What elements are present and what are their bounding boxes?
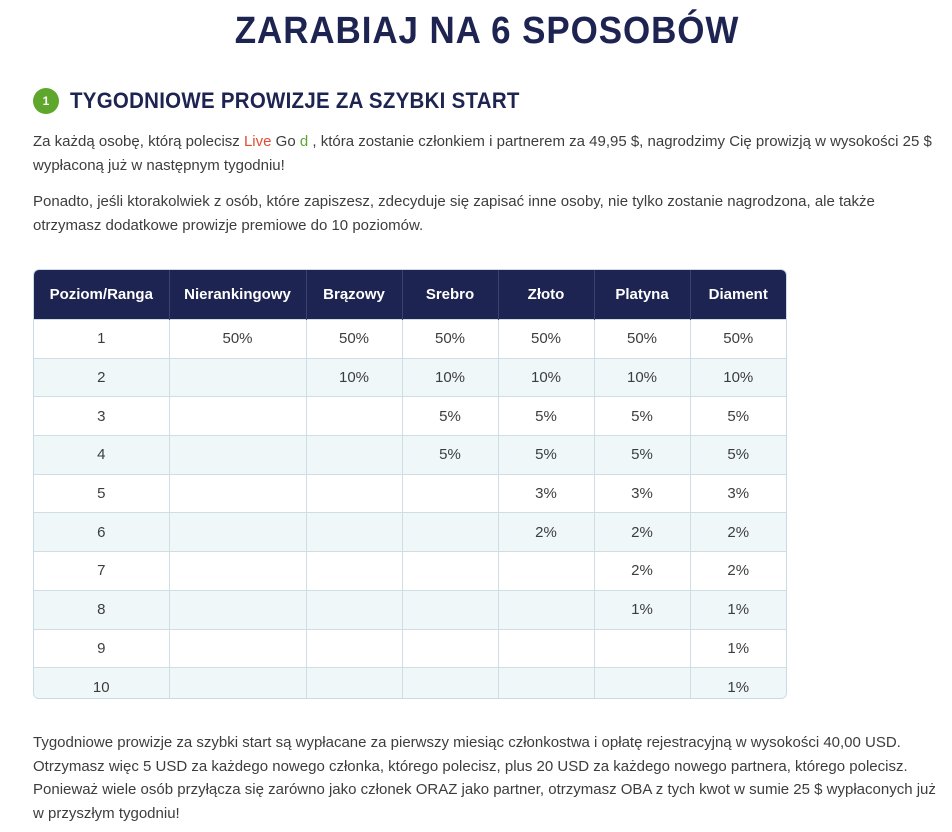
summary-paragraph: Tygodniowe prowizje za szybki start są wypłacane za pierwszy miesiąc członkostwa i opłatę rejestracyjną w wysokości 40,00 USD. Otrzymasz więc 5 USD za każdego nowego członka, którego polecisz, plus 20 USD za każdego nowego partnera, którego polecisz. Ponieważ wiele osób przyłącza się zarówno jako członek ORAZ jako partner, otrzymasz OBA z tych kwot w sumie 25 $ wypłaconych już w przyszłym tygodniu!	[33, 734, 936, 822]
commission-cell	[169, 358, 306, 397]
commission-cell: 5%	[690, 397, 786, 436]
commission-cell: 10%	[306, 358, 402, 397]
level-cell: 10	[34, 668, 169, 699]
level-cell: 2	[34, 358, 169, 397]
commission-cell: 2%	[498, 513, 594, 552]
column-header: Srebro	[402, 270, 498, 320]
level-cell: 4	[34, 436, 169, 475]
commission-cell	[402, 474, 498, 513]
commission-cell	[402, 552, 498, 591]
commission-cell	[169, 590, 306, 629]
commission-cell	[306, 668, 402, 699]
level-cell: 5	[34, 474, 169, 513]
commission-cell	[594, 668, 690, 699]
commission-cell: 10%	[402, 358, 498, 397]
table-row	[34, 629, 786, 668]
commission-cell	[402, 629, 498, 668]
commission-cell: 50%	[306, 320, 402, 359]
level-cell: 6	[34, 513, 169, 552]
brand-d-text: d	[299, 133, 309, 150]
commission-cell: 5%	[402, 397, 498, 436]
commission-cell	[402, 590, 498, 629]
level-cell: 1	[34, 320, 169, 359]
commission-cell: 2%	[594, 513, 690, 552]
brand-go-text: Go	[271, 133, 300, 150]
commission-cell	[306, 629, 402, 668]
commission-cell: 10%	[594, 358, 690, 397]
commission-cell: 1%	[690, 668, 786, 699]
intro-text-after: , która zostanie członkiem i partnerem za 49,95 $, nagrodzimy Cię prowizją w wysokości 25 $ wypłaconą już w następnym tygodniu!	[33, 133, 932, 174]
commission-cell: 10%	[498, 358, 594, 397]
commission-cell: 50%	[402, 320, 498, 359]
commission-cell: 3%	[594, 474, 690, 513]
table-row	[34, 397, 786, 436]
commission-table	[33, 269, 787, 699]
commission-cell	[306, 590, 402, 629]
level-cell: 3	[34, 397, 169, 436]
commission-cell: 5%	[594, 436, 690, 475]
commission-cell: 50%	[169, 320, 306, 359]
commission-cell: 2%	[594, 552, 690, 591]
commission-cell	[306, 513, 402, 552]
commission-cell: 3%	[690, 474, 786, 513]
commission-cell: 1%	[690, 590, 786, 629]
section-number-badge: 1	[33, 88, 59, 114]
commission-cell	[402, 513, 498, 552]
commission-cell	[169, 474, 306, 513]
column-header: Poziom/Ranga	[34, 270, 169, 320]
commission-cell	[498, 629, 594, 668]
commission-cell	[306, 552, 402, 591]
commission-cell: 3%	[498, 474, 594, 513]
commission-cell: 50%	[498, 320, 594, 359]
table-row	[34, 358, 786, 397]
section-header	[33, 88, 554, 114]
commission-cell	[498, 552, 594, 591]
table-header-row	[34, 270, 786, 320]
table-row	[34, 668, 786, 699]
commission-cell	[402, 668, 498, 699]
commission-cell: 50%	[690, 320, 786, 359]
column-header: Nierankingowy	[169, 270, 306, 320]
commission-cell: 10%	[690, 358, 786, 397]
level-cell: 7	[34, 552, 169, 591]
table-row	[34, 436, 786, 475]
column-header: Złoto	[498, 270, 594, 320]
commission-cell	[169, 668, 306, 699]
commission-cell: 5%	[594, 397, 690, 436]
commission-cell: 1%	[594, 590, 690, 629]
column-header: Brązowy	[306, 270, 402, 320]
commission-cell	[169, 552, 306, 591]
commission-cell: 5%	[402, 436, 498, 475]
table-row	[34, 552, 786, 591]
commission-cell	[594, 629, 690, 668]
commission-cell	[169, 397, 306, 436]
commission-cell	[169, 513, 306, 552]
section-title: TYGODNIOWE PROWIZJE ZA SZYBKI START	[70, 88, 520, 113]
table-row	[34, 590, 786, 629]
commission-cell: 2%	[690, 513, 786, 552]
column-header: Diament	[690, 270, 786, 320]
level-cell: 9	[34, 629, 169, 668]
commission-cell: 1%	[690, 629, 786, 668]
column-header: Platyna	[594, 270, 690, 320]
level-cell: 8	[34, 590, 169, 629]
intro-text-before: Za każdą osobę, którą polecisz	[33, 133, 244, 150]
commission-cell	[169, 629, 306, 668]
commission-cell: 50%	[594, 320, 690, 359]
commission-cell: 5%	[498, 436, 594, 475]
commission-cell	[306, 397, 402, 436]
commission-cell	[306, 436, 402, 475]
brand-live-link[interactable]: Live	[243, 133, 272, 150]
commission-cell	[498, 668, 594, 699]
commission-cell: 5%	[498, 397, 594, 436]
intro-paragraph	[33, 130, 938, 177]
commission-cell: 5%	[690, 436, 786, 475]
commission-cell	[306, 474, 402, 513]
table-row	[34, 513, 786, 552]
page-title: ZARABIAJ NA 6 SPOSOBÓW	[234, 10, 740, 52]
commission-cell: 2%	[690, 552, 786, 591]
table-row	[34, 320, 786, 359]
commission-cell	[169, 436, 306, 475]
bonus-paragraph: Ponadto, jeśli ktorakolwiek z osób, które zapiszesz, zdecyduje się zapisać inne osoby, nie tylko zostanie nagrodzona, ale także otrzymasz dodatkowe prowizje premiowe do 10 poziomów.	[33, 193, 875, 234]
table-row	[34, 474, 786, 513]
commission-cell	[498, 590, 594, 629]
